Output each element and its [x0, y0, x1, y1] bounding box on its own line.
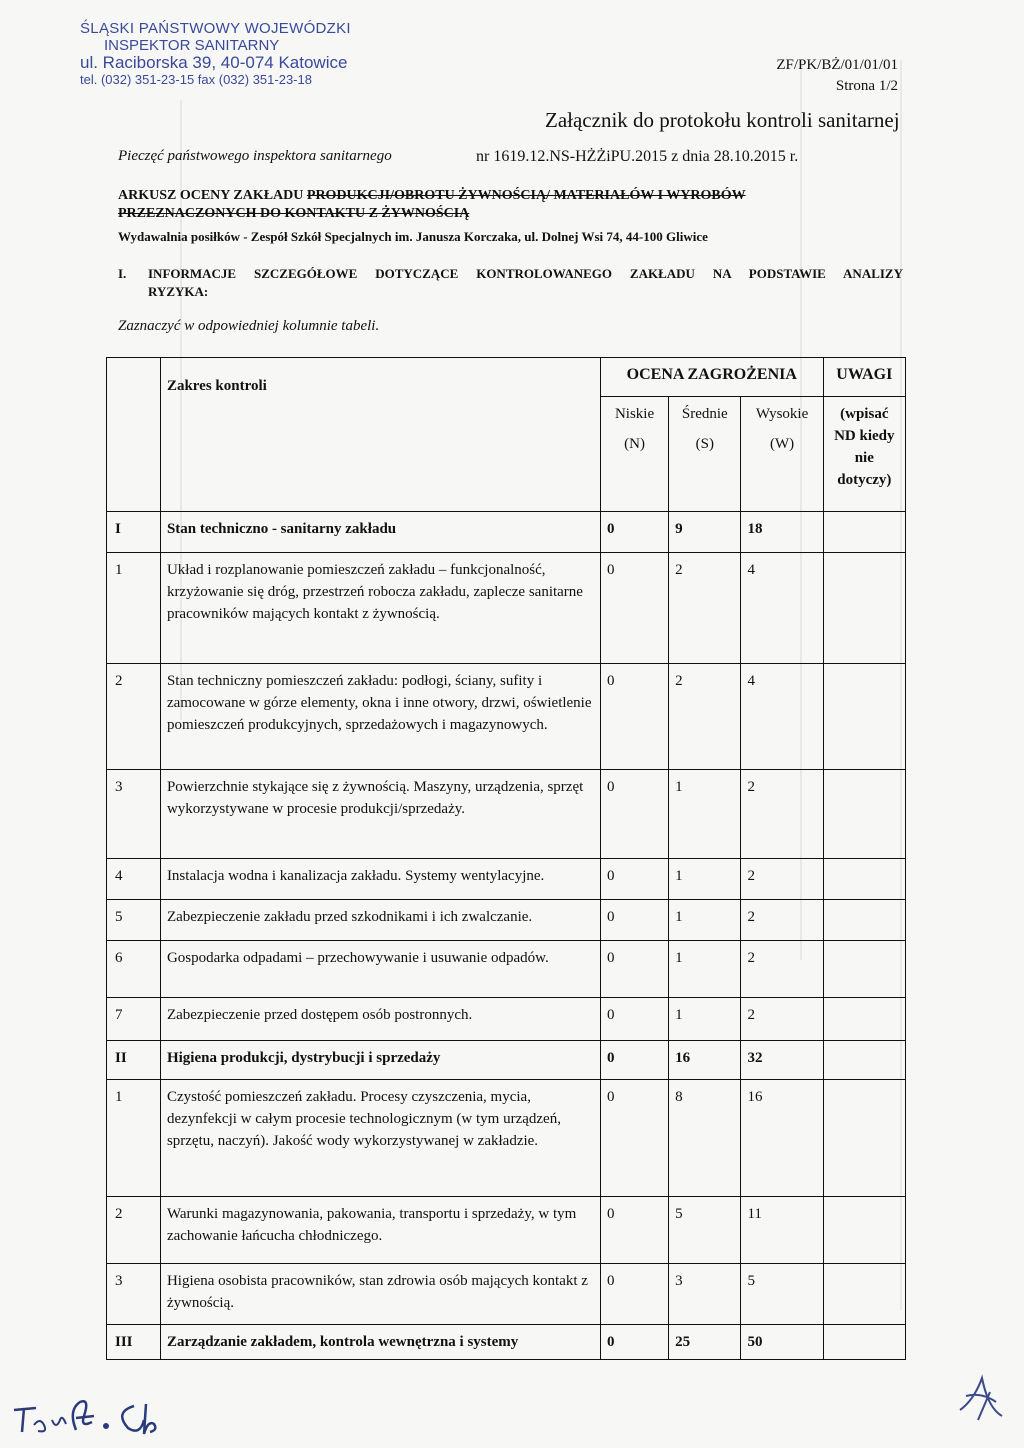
row-low-score: 0 [600, 1325, 668, 1360]
row-mid-score: 16 [669, 1041, 741, 1080]
document-reference [776, 55, 898, 97]
row-number: I [107, 512, 161, 553]
attachment-title: Załącznik do protokołu kontroli sanitarnej [545, 108, 900, 132]
row-number: III [107, 1325, 161, 1360]
doc-code: ZF/PK/BŻ/01/01/01 [776, 57, 898, 73]
row-description: Stan techniczny pomieszczeń zakładu: podłogi, ściany, sufity i zamocowane w górze elementy, okna i inne otwory, drzwi, oświetlenie pomieszczeń produkcyjnych, sprzedażowych i magazynowych. [160, 664, 600, 770]
row-mid-score: 1 [669, 941, 741, 998]
row-low-score: 0 [600, 998, 668, 1041]
row-description: Instalacja wodna i kanalizacja zakładu. Systemy wentylacyjne. [160, 859, 600, 900]
handwritten-initials [6, 1370, 176, 1448]
section-row [107, 512, 906, 553]
section-heading [118, 265, 903, 301]
row-mid-score: 3 [669, 1264, 741, 1325]
sheet-title-struck: PRZEZNACZONYCH DO KONTAKTU Z ŻYWNOŚCIĄ [118, 206, 470, 221]
row-low-score: 0 [600, 859, 668, 900]
row-mid-score: 2 [669, 664, 741, 770]
header-remarks-note: (wpisać ND kiedy nie dotyczy) [823, 397, 905, 512]
row-number: II [107, 1041, 161, 1080]
header-high [741, 397, 823, 512]
sheet-title-text: ARKUSZ OCENY ZAKŁADU [118, 188, 307, 203]
row-remarks [823, 859, 905, 900]
row-low-score: 0 [600, 900, 668, 941]
sheet-title-struck: PRODUKCJI/OBROTU ŻYWNOŚCIĄ/ MATERIAŁÓW I WYROBÓW [306, 188, 746, 203]
stamp-line: ul. Raciborska 39, 40-074 Katowice [80, 53, 348, 72]
row-remarks [823, 900, 905, 941]
row-mid-score: 1 [669, 859, 741, 900]
header-high-label: Wysokie [755, 406, 809, 422]
row-description: Warunki magazynowania, pakowania, transportu i sprzedaży, w tym zachowanie łańcucha chłodniczego. [160, 1197, 600, 1264]
row-low-score: 0 [600, 553, 668, 664]
table-row [107, 1264, 906, 1325]
row-mid-score: 1 [669, 900, 741, 941]
header-high-abbr: (W) [769, 436, 795, 452]
row-high-score: 50 [741, 1325, 823, 1360]
row-remarks [823, 1080, 905, 1197]
protocol-number: nr 1619.12.NS-HŻŻiPU.2015 z dnia 28.10.2015 r. [476, 148, 799, 165]
section-number: I. [118, 266, 127, 281]
row-number: 1 [107, 553, 161, 664]
header-mid-abbr: (S) [695, 436, 714, 452]
row-high-score: 2 [741, 770, 823, 859]
row-number: 3 [107, 770, 161, 859]
row-high-score: 4 [741, 664, 823, 770]
row-mid-score: 1 [669, 770, 741, 859]
section-title-cont: RYZYKA: [148, 284, 209, 299]
row-number: 2 [107, 1197, 161, 1264]
row-description: Stan techniczno - sanitarny zakładu [160, 512, 600, 553]
row-description: Higiena osobista pracowników, stan zdrowia osób mających kontakt z żywnością. [160, 1264, 600, 1325]
sheet-title [118, 187, 878, 223]
row-low-score: 0 [600, 664, 668, 770]
stamp-line: ŚLĄSKI PAŃSTWOWY WOJEWÓDZKI [80, 20, 351, 37]
row-description: Zabezpieczenie zakładu przed szkodnikami i ich zwalczanie. [160, 900, 600, 941]
row-low-score: 0 [600, 941, 668, 998]
row-description: Czystość pomieszczeń zakładu. Procesy czyszczenia, mycia, dezynfekcji w całym procesie technologicznym (w tym urządzeń, sprzętu, naczyń). Jakość wody wykorzystywanej w zakładzie. [160, 1080, 600, 1197]
row-number: 6 [107, 941, 161, 998]
row-number: 5 [107, 900, 161, 941]
inspector-stamp [80, 20, 351, 88]
section-row [107, 1325, 906, 1360]
row-description: Gospodarka odpadami – przechowywanie i usuwanie odpadów. [160, 941, 600, 998]
table-row [107, 941, 906, 998]
row-high-score: 2 [741, 998, 823, 1041]
table-row [107, 553, 906, 664]
table-row [107, 1080, 906, 1197]
row-remarks [823, 941, 905, 998]
row-remarks [823, 664, 905, 770]
row-low-score: 0 [600, 1264, 668, 1325]
table-row [107, 998, 906, 1041]
row-remarks [823, 1325, 905, 1360]
row-low-score: 0 [600, 512, 668, 553]
row-high-score: 2 [741, 900, 823, 941]
header-num-cell [107, 358, 161, 512]
row-description: Układ i rozplanowanie pomieszczeń zakładu – funkcjonalność, krzyżowanie się dróg, przestrzeń robocza zakładu, zaplecze sanitarne pracowników mających kontakt z żywnością. [160, 553, 600, 664]
row-remarks [823, 512, 905, 553]
row-high-score: 2 [741, 859, 823, 900]
stamp-line: tel. (032) 351-23-15 fax (032) 351-23-18 [80, 72, 312, 87]
table-header-row [107, 358, 906, 397]
row-high-score: 18 [741, 512, 823, 553]
table-row [107, 900, 906, 941]
row-mid-score: 2 [669, 553, 741, 664]
row-mid-score: 1 [669, 998, 741, 1041]
handwritten-signature-mark [950, 1360, 1010, 1435]
stamp-line: INSPEKTOR SANITARNY [104, 37, 280, 54]
row-number: 2 [107, 664, 161, 770]
header-mid-label: Średnie [681, 406, 728, 422]
row-number: 7 [107, 998, 161, 1041]
row-description: Zarządzanie zakładem, kontrola wewnętrzna i systemy [160, 1325, 600, 1360]
header-low-abbr: (N) [624, 436, 645, 452]
header-scope [160, 358, 600, 512]
row-mid-score: 8 [669, 1080, 741, 1197]
seal-caption: Pieczęć państwowego inspektora sanitarnego [118, 148, 392, 164]
table-row [107, 1197, 906, 1264]
header-mid [669, 397, 741, 512]
row-remarks [823, 770, 905, 859]
header-low [600, 397, 668, 512]
section-title: INFORMACJE SZCZEGÓŁOWE DOTYCZĄCE KONTROLOWANEGO ZAKŁADU NA PODSTAWIE ANALIZY [148, 266, 903, 281]
row-number: 1 [107, 1080, 161, 1197]
row-low-score: 0 [600, 1041, 668, 1080]
table-row [107, 770, 906, 859]
row-high-score: 11 [741, 1197, 823, 1264]
row-high-score: 2 [741, 941, 823, 998]
row-high-score: 16 [741, 1080, 823, 1197]
row-remarks [823, 1197, 905, 1264]
row-mid-score: 25 [669, 1325, 741, 1360]
row-high-score: 5 [741, 1264, 823, 1325]
row-description: Zabezpieczenie przed dostępem osób postronnych. [160, 998, 600, 1041]
row-high-score: 32 [741, 1041, 823, 1080]
row-high-score: 4 [741, 553, 823, 664]
row-low-score: 0 [600, 1197, 668, 1264]
row-mid-score: 9 [669, 512, 741, 553]
section-row [107, 1041, 906, 1080]
header-low-label: Niskie [614, 406, 655, 422]
establishment-address: Wydawalnia posiłków - Zespół Szkół Specjalnych im. Janusza Korczaka, ul. Dolnej Wsi 74, 44-100 Gliwice [118, 229, 708, 244]
initials-drawing [6, 1370, 176, 1440]
header-risk: OCENA ZAGROŻENIA [600, 358, 823, 397]
header-remarks: UWAGI [823, 358, 905, 397]
row-description: Powierzchnie stykające się z żywnością. Maszyny, urządzenia, sprzęt wykorzystywane w procesie produkcji/sprzedaży. [160, 770, 600, 859]
row-number: 4 [107, 859, 161, 900]
row-remarks [823, 998, 905, 1041]
row-remarks [823, 553, 905, 664]
row-mid-score: 5 [669, 1197, 741, 1264]
row-low-score: 0 [600, 770, 668, 859]
risk-assessment-table [106, 357, 906, 1360]
row-number: 3 [107, 1264, 161, 1325]
row-remarks [823, 1041, 905, 1080]
header-scope-label: Zakres kontroli [166, 377, 267, 394]
signature-drawing [950, 1360, 1010, 1430]
instruction-note: Zaznaczyć w odpowiedniej kolumnie tabeli. [118, 318, 380, 334]
row-description: Higiena produkcji, dystrybucji i sprzedaży [160, 1041, 600, 1080]
table-row [107, 859, 906, 900]
page-number: Strona 1/2 [835, 78, 898, 94]
row-remarks [823, 1264, 905, 1325]
row-low-score: 0 [600, 1080, 668, 1197]
table-row [107, 664, 906, 770]
